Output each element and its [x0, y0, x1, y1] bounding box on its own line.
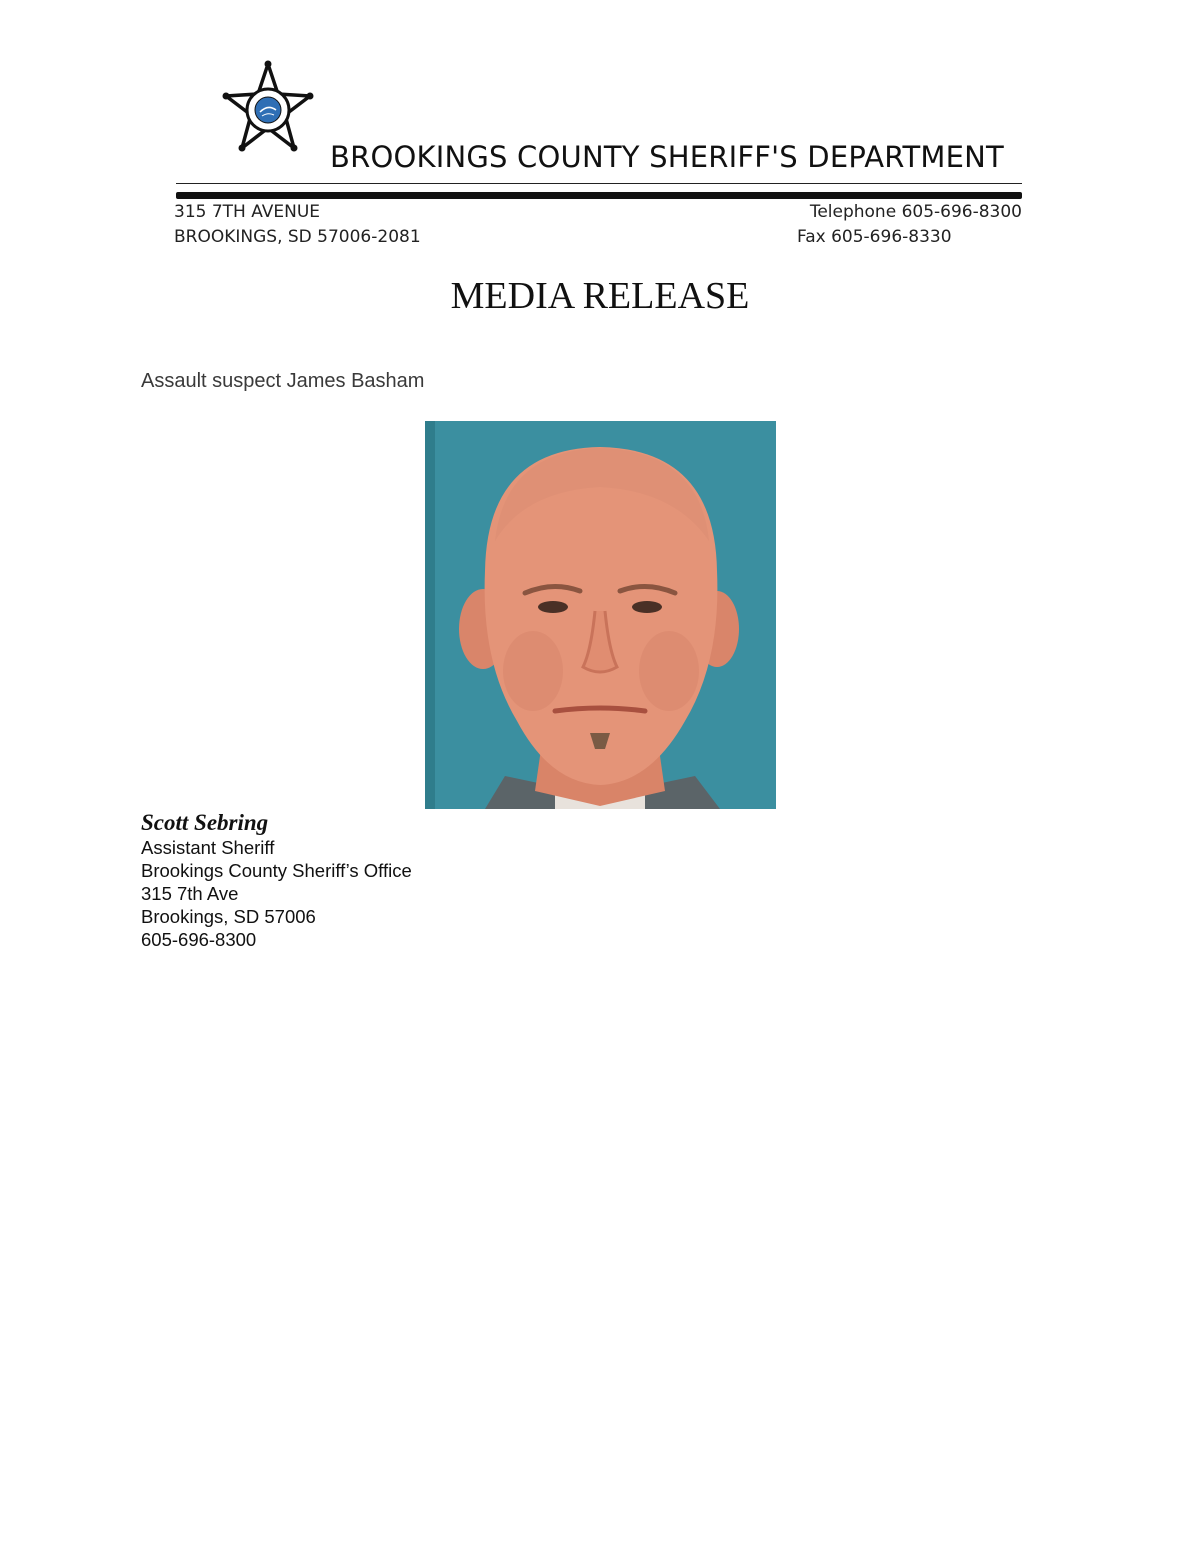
signature-street: 315 7th Ave	[141, 883, 239, 904]
signature-office: Brookings County Sheriff’s Office	[141, 860, 412, 881]
address-city: BROOKINGS, SD 57006-2081	[174, 227, 421, 247]
header-thick-rule	[176, 192, 1022, 199]
telephone-number: Telephone 605-696-8300	[809, 202, 1022, 222]
signature-phone: 605-696-8300	[141, 929, 257, 950]
suspect-booking-photo	[425, 421, 776, 809]
media-release-title: MEDIA RELEASE	[450, 275, 750, 317]
signature-title: Assistant Sheriff	[141, 837, 275, 858]
release-subject: Assault suspect James Basham	[141, 370, 425, 392]
signature-city: Brookings, SD 57006	[141, 906, 316, 927]
fax-number: Fax 605-696-8330	[797, 227, 952, 247]
sheriff-star-badge-icon	[220, 60, 316, 156]
signature-name: Scott Sebring	[141, 810, 269, 835]
address-street: 315 7TH AVENUE	[174, 202, 321, 222]
department-name: BROOKINGS COUNTY SHERIFF'S DEPARTMENT	[330, 140, 1004, 174]
header-thin-rule	[176, 183, 1022, 184]
